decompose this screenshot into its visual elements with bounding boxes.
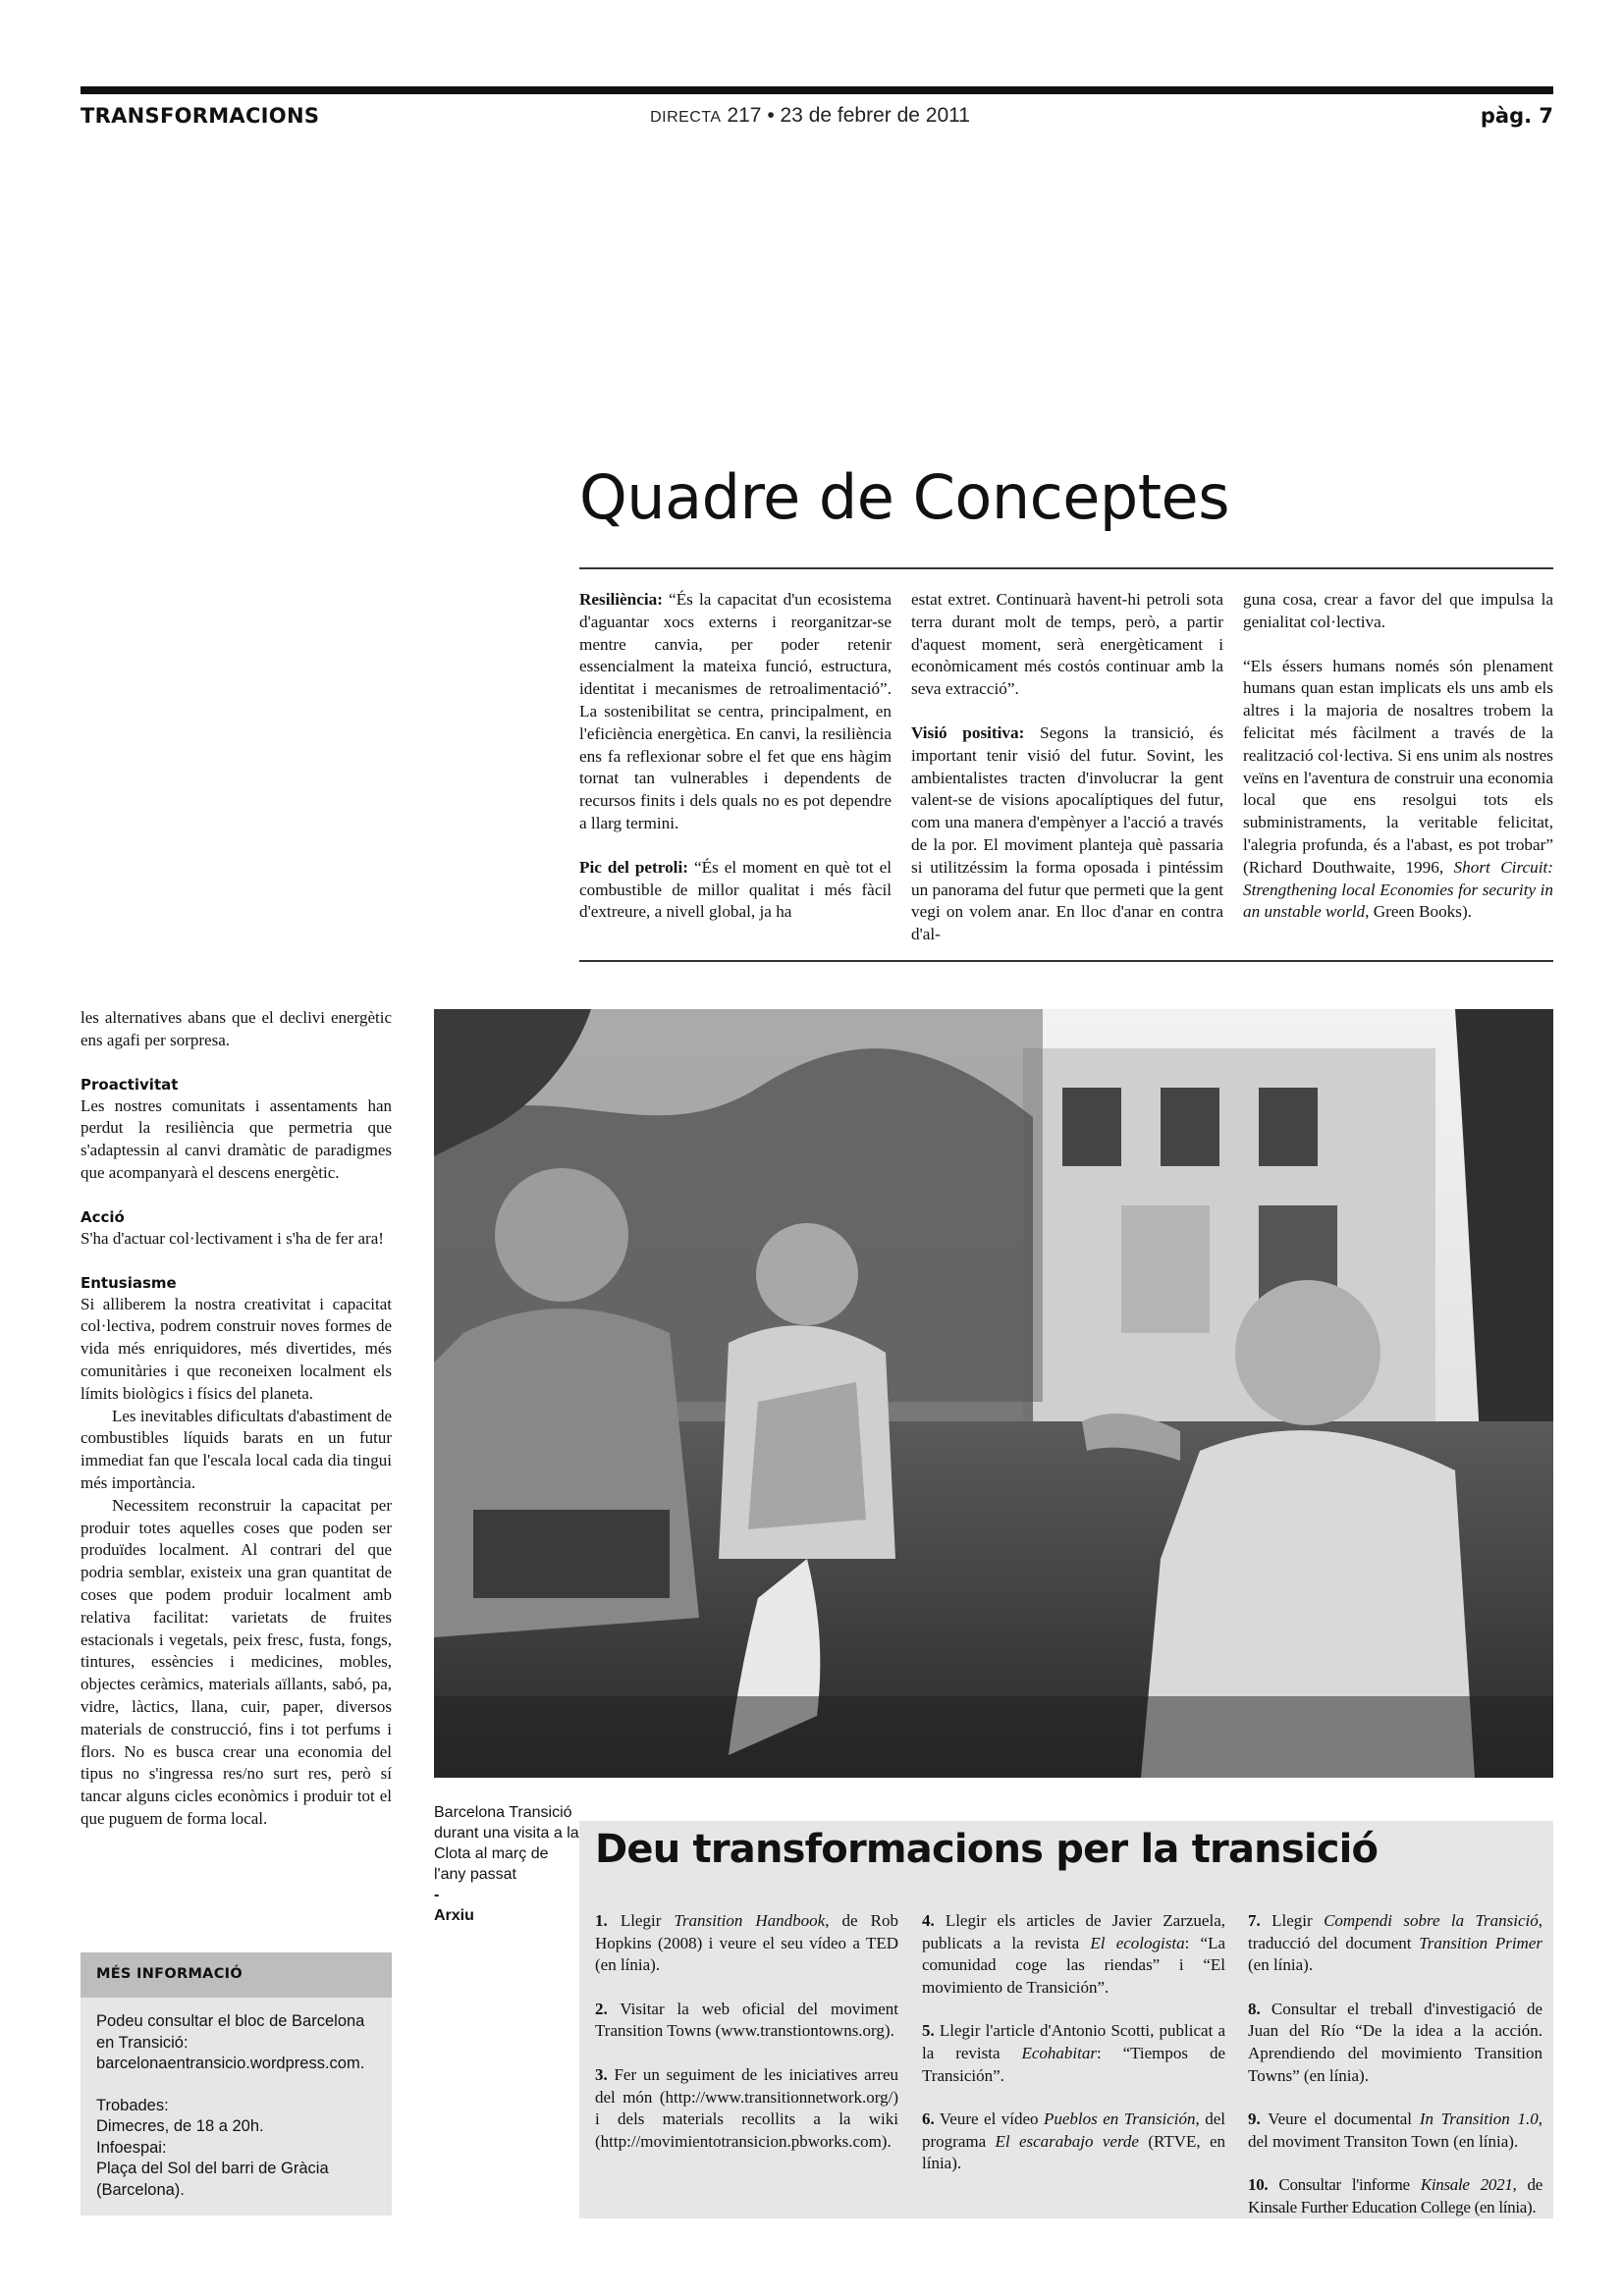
term-pic-petroli: Pic del petroli: [579, 857, 688, 877]
transformations-column-2 [922, 1910, 1225, 2197]
text-entusiasme-2: Les inevitables dificultats d'abastiment de combustibles líquids barats en un futur immediat fan que l'escala local cada dia tingui més importància. [81, 1406, 392, 1492]
term-resiliencia: Resiliència: [579, 590, 663, 609]
transformations-box [579, 1821, 1553, 2218]
caption-text: Barcelona Transició durant una visita a la Clota al març de l'any passat [434, 1804, 579, 1883]
photo-illustration [434, 1009, 1553, 1778]
transformation-item-2: 2. Visitar la web oficial del moviment Transition Towns (www.transtiontowns.org). [595, 1999, 898, 2041]
text-visio-positiva: Segons la transició, és important tenir visió del futur. Sovint, les ambientalistes tracten d'involucrar la gent valent-se de visions apocalíptiques del futur, com una manera d'empènyer a l'acció a través de la por. El moviment planteja què passaria si utilitzéssim la forma oposada i pintéssim un panorama del futur que permeti que la gent vegi on volem anar. En lloc d'anar en contra d'al- [911, 722, 1224, 944]
concepts-bottom-rule [579, 960, 1553, 962]
text-entusiasme-1: Si alliberem la nostra creativitat i capacitat col·lectiva, podrem construir noves formes de vida més enriquidores, més divertides, més comunitàries i que reconeixen localment els límits biològics i físics del planeta. [81, 1294, 392, 1403]
text-entusiasme-3: Necessitem reconstruir la capacitat per produir totes aquelles coses que poden ser produïdes localment. Al contrari del que podria semblar, existeix una gran quantitat de coses que podem produir localment amb relativa facilitat: varietats de fruites estacionals i vegetals, peix fresc, fusta, fongs, tintures, essències i medicines, mobles, objectes ceràmics, materials aïllants, sabó, pa, vidre, làctics, llana, cuir, paper, diversos materials de construcció, fins i tot perfums i flors. No es busca crear una economia del tipus no s'ingressa res/no surt res, però sí tancar alguns cicles econòmics i produir tot el que puguem de forma local. [81, 1495, 392, 1828]
transformation-item-8: 8. Consultar el treball d'investigació de Juan del Río “De la idea a la acción. Aprendiendo del movimiento Transition Towns” (en línia). [1248, 1999, 1542, 2085]
infoespai-value: Plaça del Sol del barri de Gràcia (Barcelona). [96, 2160, 329, 2199]
left-article-column [81, 1007, 392, 1831]
intro-text: les alternatives abans que el declivi energètic ens agafi per sorpresa. [81, 1008, 392, 1049]
heading-entusiasme: Entusiasme [81, 1273, 177, 1292]
photo-barcelona-transicio [434, 1009, 1553, 1778]
heading-proactivitat: Proactivitat [81, 1075, 179, 1094]
section-label: TRANSFORMACIONS [81, 104, 320, 128]
text-accio: S'ha d'actuar col·lectivament i s'ha de fer ara! [81, 1228, 384, 1248]
more-info-body [81, 1998, 392, 2201]
term-visio-positiva: Visió positiva: [911, 722, 1025, 742]
transformation-item-4: 4. Llegir els articles de Javier Zarzuela, publicats a la revista El ecologista: “La comunidad coge las riendas” i “El movimiento de Transición”. [922, 1911, 1225, 1997]
transformation-item-3: 3. Fer un seguiment de les iniciatives arreu del món (http://www.transitionnetwork.org/) i dels materials recollits a la wiki (http://movimientotransicion.pbworks.com). [595, 2064, 898, 2151]
transformations-title: Deu transformacions per la transició [595, 1827, 1379, 1872]
text-pic-petroli: “És el moment en què tot el combustible de millor qualitat i més fàcil d'extreure, a nivell global, ja ha [579, 857, 893, 922]
caption-credit: Arxiu [434, 1907, 474, 1924]
quote-douthwaite: “Els éssers humans només són plenament humans quan estan implicats els uns amb els altres i la majoria de nosaltres trobem la felicitat més fàcilment a través de la realització col·lectiva. Si ens unim als nostres veïns en l'aventura de construir una economia local que ens resolgui tots els subministraments, la veritable felicitat, l'alegria profunda, és a l'abast, es pot trobar” (Richard Douthwaite, 1996, [1243, 656, 1553, 877]
transformation-item-1: 1. Llegir Transition Handbook, de Rob Hopkins (2008) i veure el seu vídeo a TED (en línia). [595, 1911, 898, 1975]
concepts-top-rule [579, 567, 1553, 569]
more-info-title: MÉS INFORMACIÓ [81, 1952, 392, 1998]
transformations-column-1 [595, 1910, 898, 2174]
concepts-column-1 [579, 589, 892, 924]
transformation-item-9: 9. Veure el documental In Transition 1.0, del moviment Transiton Town (en línia). [1248, 2109, 1542, 2151]
transformation-item-6: 6. Veure el vídeo Pueblos en Transición, del programa El escarabajo verde (RTVE, en línia). [922, 2109, 1226, 2173]
concepts-title: Quadre de Conceptes [579, 461, 1229, 533]
quote-douthwaite-end: , Green Books). [1365, 902, 1472, 922]
photo-caption [434, 1802, 581, 1926]
publication-info [589, 104, 1031, 128]
transformation-item-5: 5. Llegir l'article d'Antonio Scotti, publicat a la revista Ecohabitar: “Tiempos de Transición”. [922, 2021, 1225, 2085]
page-number: pàg. 7 [1480, 104, 1553, 128]
publication-name: DIRECTA [650, 109, 722, 126]
book-title-short-circuit: Short Circuit: Strengthening local Economies for security in an unstable world [1243, 857, 1553, 922]
transformation-item-10: 10. Consultar l'informe Kinsale 2021, de Kinsale Further Education College (en línia). [1248, 2175, 1542, 2216]
top-rule [81, 86, 1553, 94]
infoespai-label: Infoespai: [96, 2138, 167, 2157]
text-resiliencia: “És la capacitat d'un ecosistema d'aguantar xocs externs i reorganitzar-se mentre canvia, per poder retenir essencialment la mateixa funció, estructura, identitat i mecanismes de retroalimentació”. La sostenibilitat se centra, principalment, en l'eficiència energètica. En canvi, la resiliència ens fa reflexionar sobre el fet que ens hàgim tornat tan vulnerables i dependents de recursos finits i dels quals no es pot dependre a llarg termini. [579, 590, 892, 832]
concepts-column-3 [1243, 589, 1553, 924]
text-pic-petroli-cont: estat extret. Continuarà havent-hi petroli sota terra durant molt de temps, però, a partir d'aquest moment, serà energèticament i econòmicament més costós continuar amb la seva extracció”. [911, 590, 1223, 699]
trobades-value: Dimecres, de 18 a 20h. [96, 2117, 264, 2135]
transformations-column-3 [1248, 1910, 1542, 2241]
concepts-column-2 [911, 589, 1223, 946]
text-visio-positiva-cont: guna cosa, crear a favor del que impulsa la genialitat col·lectiva. [1243, 590, 1553, 631]
issue-date: 217 • 23 de febrer de 2011 [721, 104, 970, 127]
text-proactivitat: Les nostres comunitats i assentaments han perdut la resiliència que permetria que s'adaptessin al canvi dramàtic de paradigmes que acompanyarà el descens energètic. [81, 1095, 392, 1182]
heading-accio: Acció [81, 1207, 125, 1226]
transformation-item-7: 7. Llegir Compendi sobre la Transició, traducció del document Transition Primer (en línia). [1248, 1911, 1542, 1975]
more-info-blog: Podeu consultar el bloc de Barcelona en Transició: barcelonaentransicio.wordpress.com. [96, 2012, 365, 2072]
trobades-label: Trobades: [96, 2096, 169, 2114]
caption-dash: - [434, 1887, 440, 1903]
more-info-box [81, 1952, 392, 2216]
